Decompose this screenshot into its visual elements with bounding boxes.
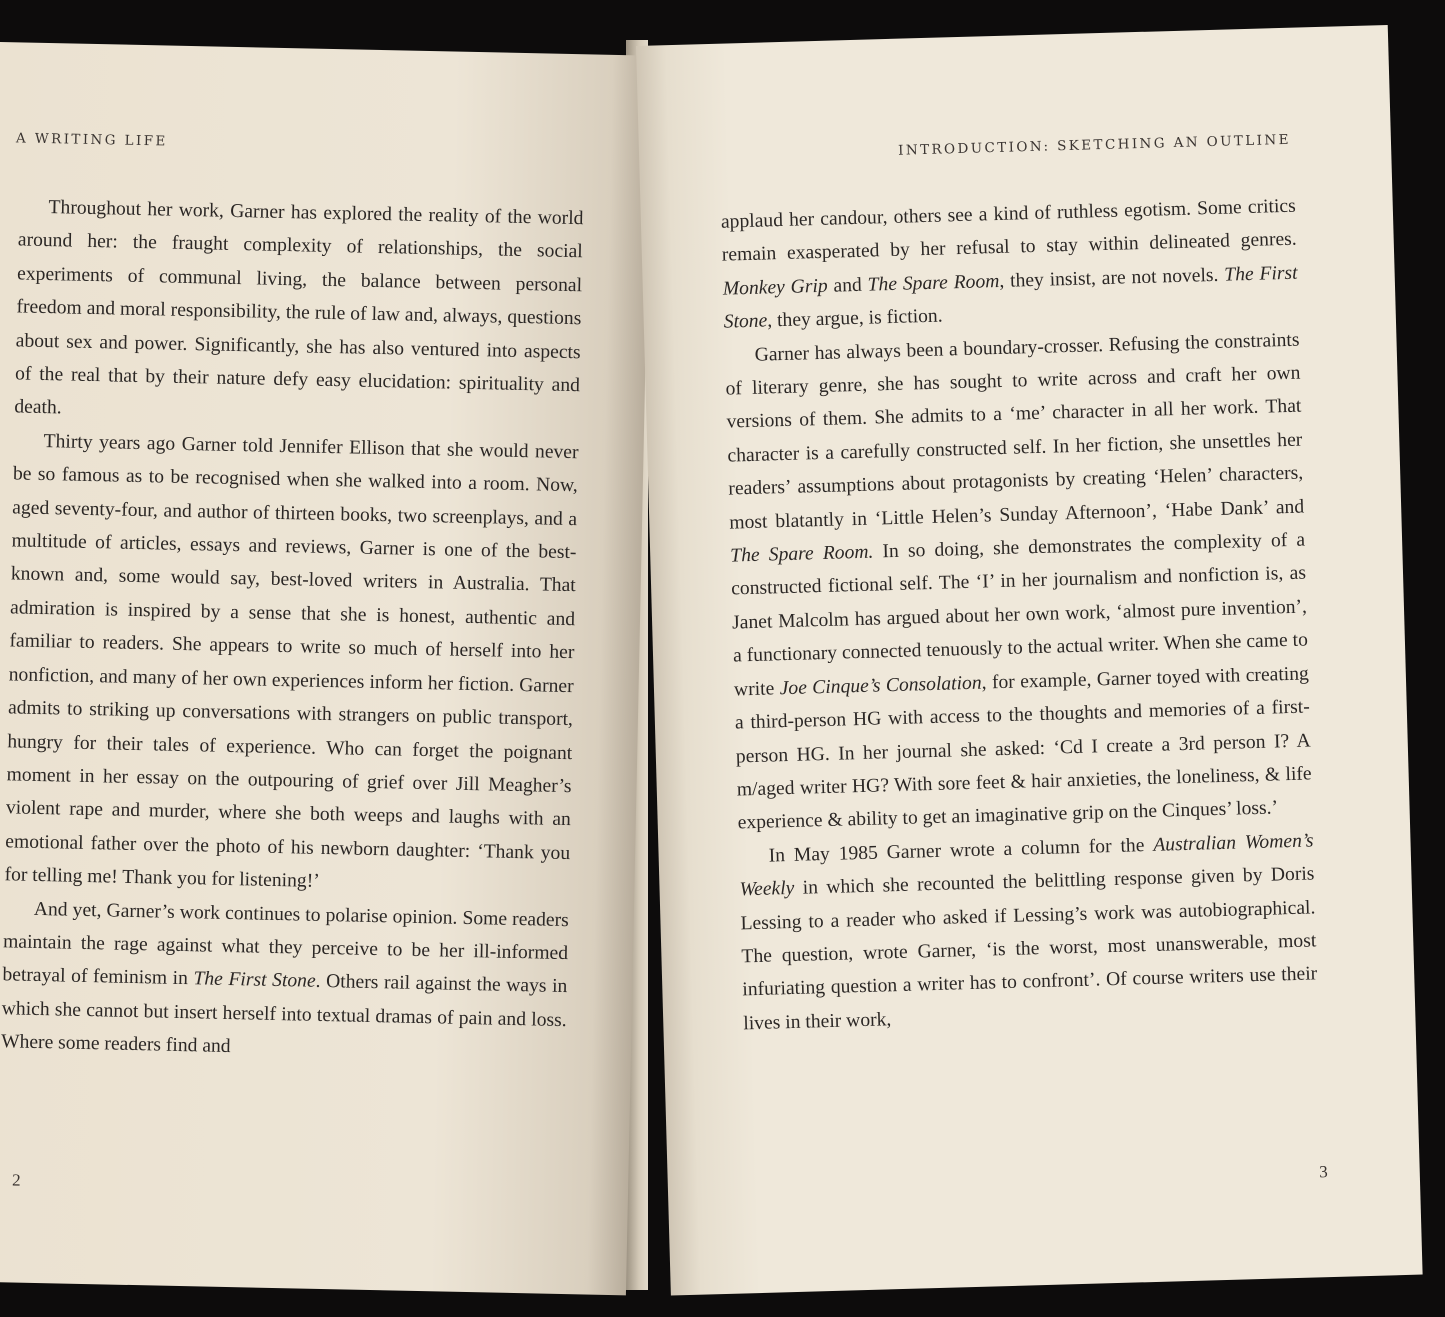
italic-title: The Spare Room. bbox=[729, 541, 874, 567]
text-segment: In so doing, she demonstrates the complexity of a constructed fictional self. The ‘I’ in her journalism and nonfiction is, as Janet Malcolm has argued about her own work, ‘almost pure invention’, a functionary connected tenuously to the actual writer. When she came to write bbox=[730, 529, 1309, 701]
italic-title: The Spare Room bbox=[867, 270, 1000, 296]
text-segment: , for example, Garner toyed with creating a third-person HG with access to the thoughts and memories of a first-person HG. In her journal she asked: ‘Cd I create a 3rd person I? A m/aged writer HG? With sore feet & hair anxieties, the loneliness, & life experience & ability to get an imaginative grip on the Cinques’ loss.’ bbox=[734, 663, 1312, 834]
page-number: 3 bbox=[1318, 1162, 1328, 1182]
italic-title: The First Stone bbox=[193, 968, 316, 993]
text-segment: applaud her candour, others see a kind of ruthless egotism. Some critics remain exasperated by her refusal to stay within delineated genres. bbox=[720, 195, 1297, 267]
body-text bbox=[1, 190, 584, 1070]
text-segment: Garner has always been a boundary-crosser. Refusing the constraints of literary genre, she has sought to write across and craft her own versions of them. She admits to a ‘me’ character in all her work. That character is a carefully constructed self. In her fiction, she unsettles her readers’ assumptions about protagonists by creating ‘Helen’ characters, most blatantly in ‘Little Helen’s Sunday Afternoon’, ‘Habe Dank’ and bbox=[725, 329, 1305, 534]
text-segment: And yet, Garner’s work continues to polarise opinion. Some readers maintain the rage against what they perceive to be her ill-informed betrayal of feminism in bbox=[2, 898, 569, 990]
text-segment: Throughout her work, Garner has explored the reality of the world around her: the fraught complexity of relationships, the social experiments of communal living, the balance between personal freedom and moral responsibility, the rule of law and, always, questions about sex and power. Significantly, she has also ventured into aspects of the real that by their nature defy easy elucidation: spirituality and death. bbox=[14, 197, 584, 419]
body-text bbox=[720, 190, 1318, 1041]
italic-title: Australian Women’s Weekly bbox=[739, 830, 1314, 901]
right-page bbox=[636, 25, 1423, 1296]
text-segment: , they argue, is fiction. bbox=[766, 305, 943, 332]
page-number: 2 bbox=[11, 1170, 21, 1190]
paragraph bbox=[14, 190, 584, 436]
left-page bbox=[0, 42, 652, 1295]
text-segment: In May 1985 Garner wrote a column for the bbox=[768, 834, 1154, 867]
paragraph bbox=[4, 424, 579, 903]
running-head: A WRITING LIFE bbox=[15, 130, 168, 150]
paragraph bbox=[724, 323, 1313, 840]
text-segment: . Others rail against the ways in which she cannot but insert herself into textual dramas of pain and loss. Where some readers find and bbox=[0, 971, 568, 1058]
paragraph bbox=[738, 824, 1318, 1040]
running-head: INTRODUCTION: SKETCHING AN OUTLINE bbox=[897, 131, 1292, 159]
paragraph bbox=[1, 892, 569, 1071]
italic-title: Joe Cinque’s Consolation bbox=[779, 672, 982, 699]
italic-title: Monkey Grip bbox=[722, 275, 828, 300]
text-segment: Thirty years ago Garner told Jennifer Ellison that she would never be so famous as to be recognised when she walked into a room. Now, aged seventy-four, and author of thirteen books, two screenplays, and a multitude of articles, essays and reviews, Garner is one of the best-known and, some would say, best-loved writers in Australia. That admiration is inspired by a sense that she is honest, authentic and familiar to readers. She appears to write so much of herself into her nonfiction, and many of her own experiences inform her fiction. Garner admits to striking up conversations with strangers on public transport, hungry for their tales of experience. Who can forget the poignant moment in her essay on the outpouring of grief over Jill Meagher’s violent rape and murder, where she both weeps and laughs with an emotional father over the photo of his newborn daughter: ‘Thank you for telling me! Thank you for listening!’ bbox=[4, 430, 579, 893]
text-segment: , they insist, are not novels. bbox=[999, 264, 1225, 292]
text-segment: and bbox=[827, 274, 868, 297]
paragraph bbox=[720, 190, 1299, 340]
text-segment: in which she recounted the belittling response given by Doris Lessing to a reader who asked if Lessing’s work was autobiographical. The question, wrote Garner, ‘is the worst, most unanswerable, most infuriating question a writer has to confront’. Of course writers use their lives in their work, bbox=[740, 863, 1318, 1035]
italic-title: The First Stone bbox=[723, 262, 1298, 333]
